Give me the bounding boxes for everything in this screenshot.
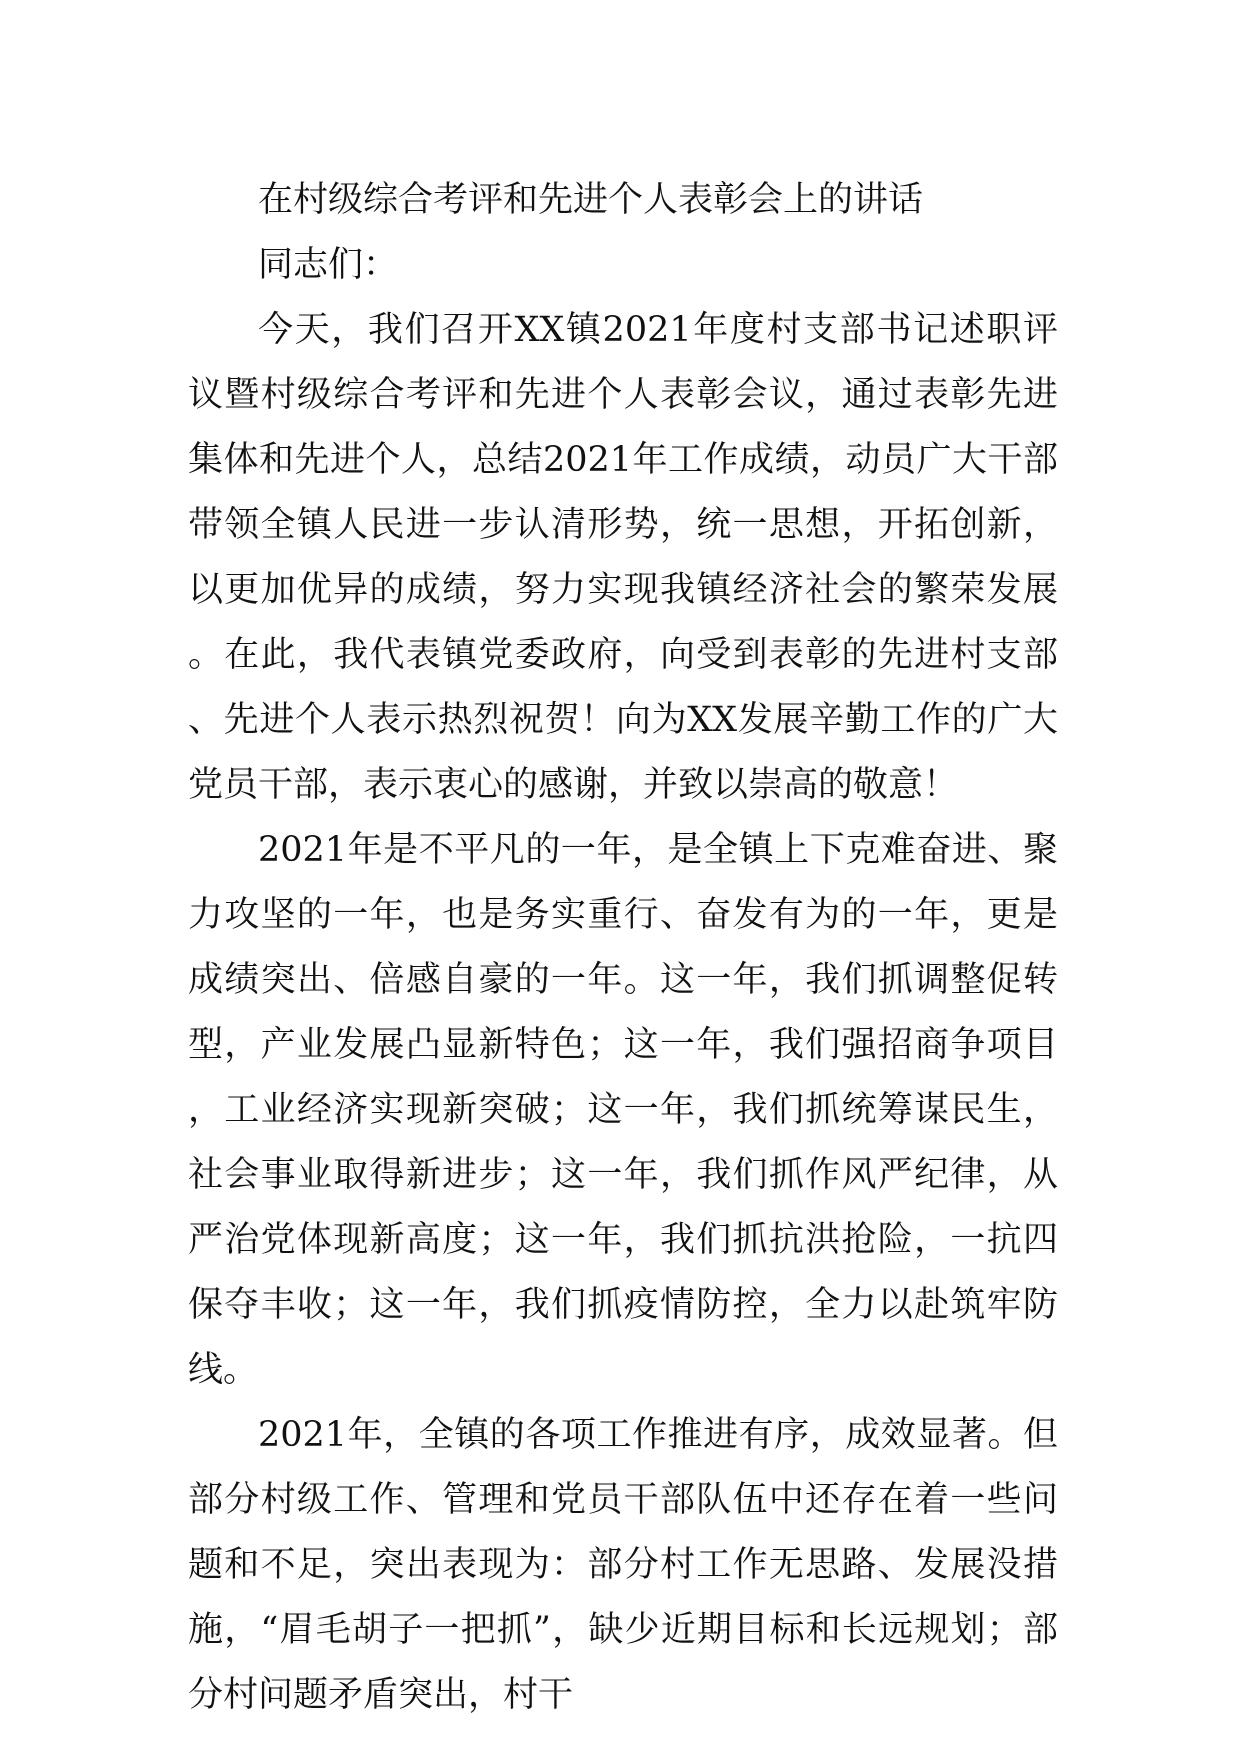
paragraph-achievements: 2021年是不平凡的一年，是全镇上下克难奋进、聚力攻坚的一年，也是务实重行、奋发有为的一年，更是成绩突出、倍感自豪的一年。这一年，我们抓调整促转型，产业发展凸显新特色；这一年，我们强招商争项目，工业经济实现新突破；这一年，我们抓统筹谋民生，社会事业取得新进步；这一年，我们抓作风严纪律，从严治党体现新高度；这一年，我们抓抗洪抢险，一抗四保夺丰收；这一年，我们抓疫情防控，全力以赴筑牢防线。	[188, 830, 1058, 1390]
paragraph-problems: 2021年，全镇的各项工作推进有序，成效显著。但部分村级工作、管理和党员干部队伍中还存在着一些问题和不足，突出表现为：部分村工作无思路、发展没措施，“眉毛胡子一把抓”，缺少近期目标和长远规划；部分村问题矛盾突出，村干	[188, 1415, 1058, 1715]
salutation: 同志们：	[258, 245, 399, 285]
paragraph-opening: 今天，我们召开XX镇2021年度村支部书记述职评议暨村级综合考评和先进个人表彰会议，通过表彰先进集体和先进个人，总结2021年工作成绩，动员广大干部带领全镇人民进一步认清形势，统一思想，开拓创新，以更加优异的成绩，努力实现我镇经济社会的繁荣发展。在此，我代表镇党委政府，向受到表彰的先进村支部、先进个人表示热烈祝贺！向为XX发展辛勤工作的广大党员干部，表示衷心的感谢，并致以崇高的敬意！	[188, 310, 1058, 805]
document-body	[188, 168, 1058, 1728]
document-title: 在村级综合考评和先进个人表彰会上的讲话	[258, 180, 924, 220]
